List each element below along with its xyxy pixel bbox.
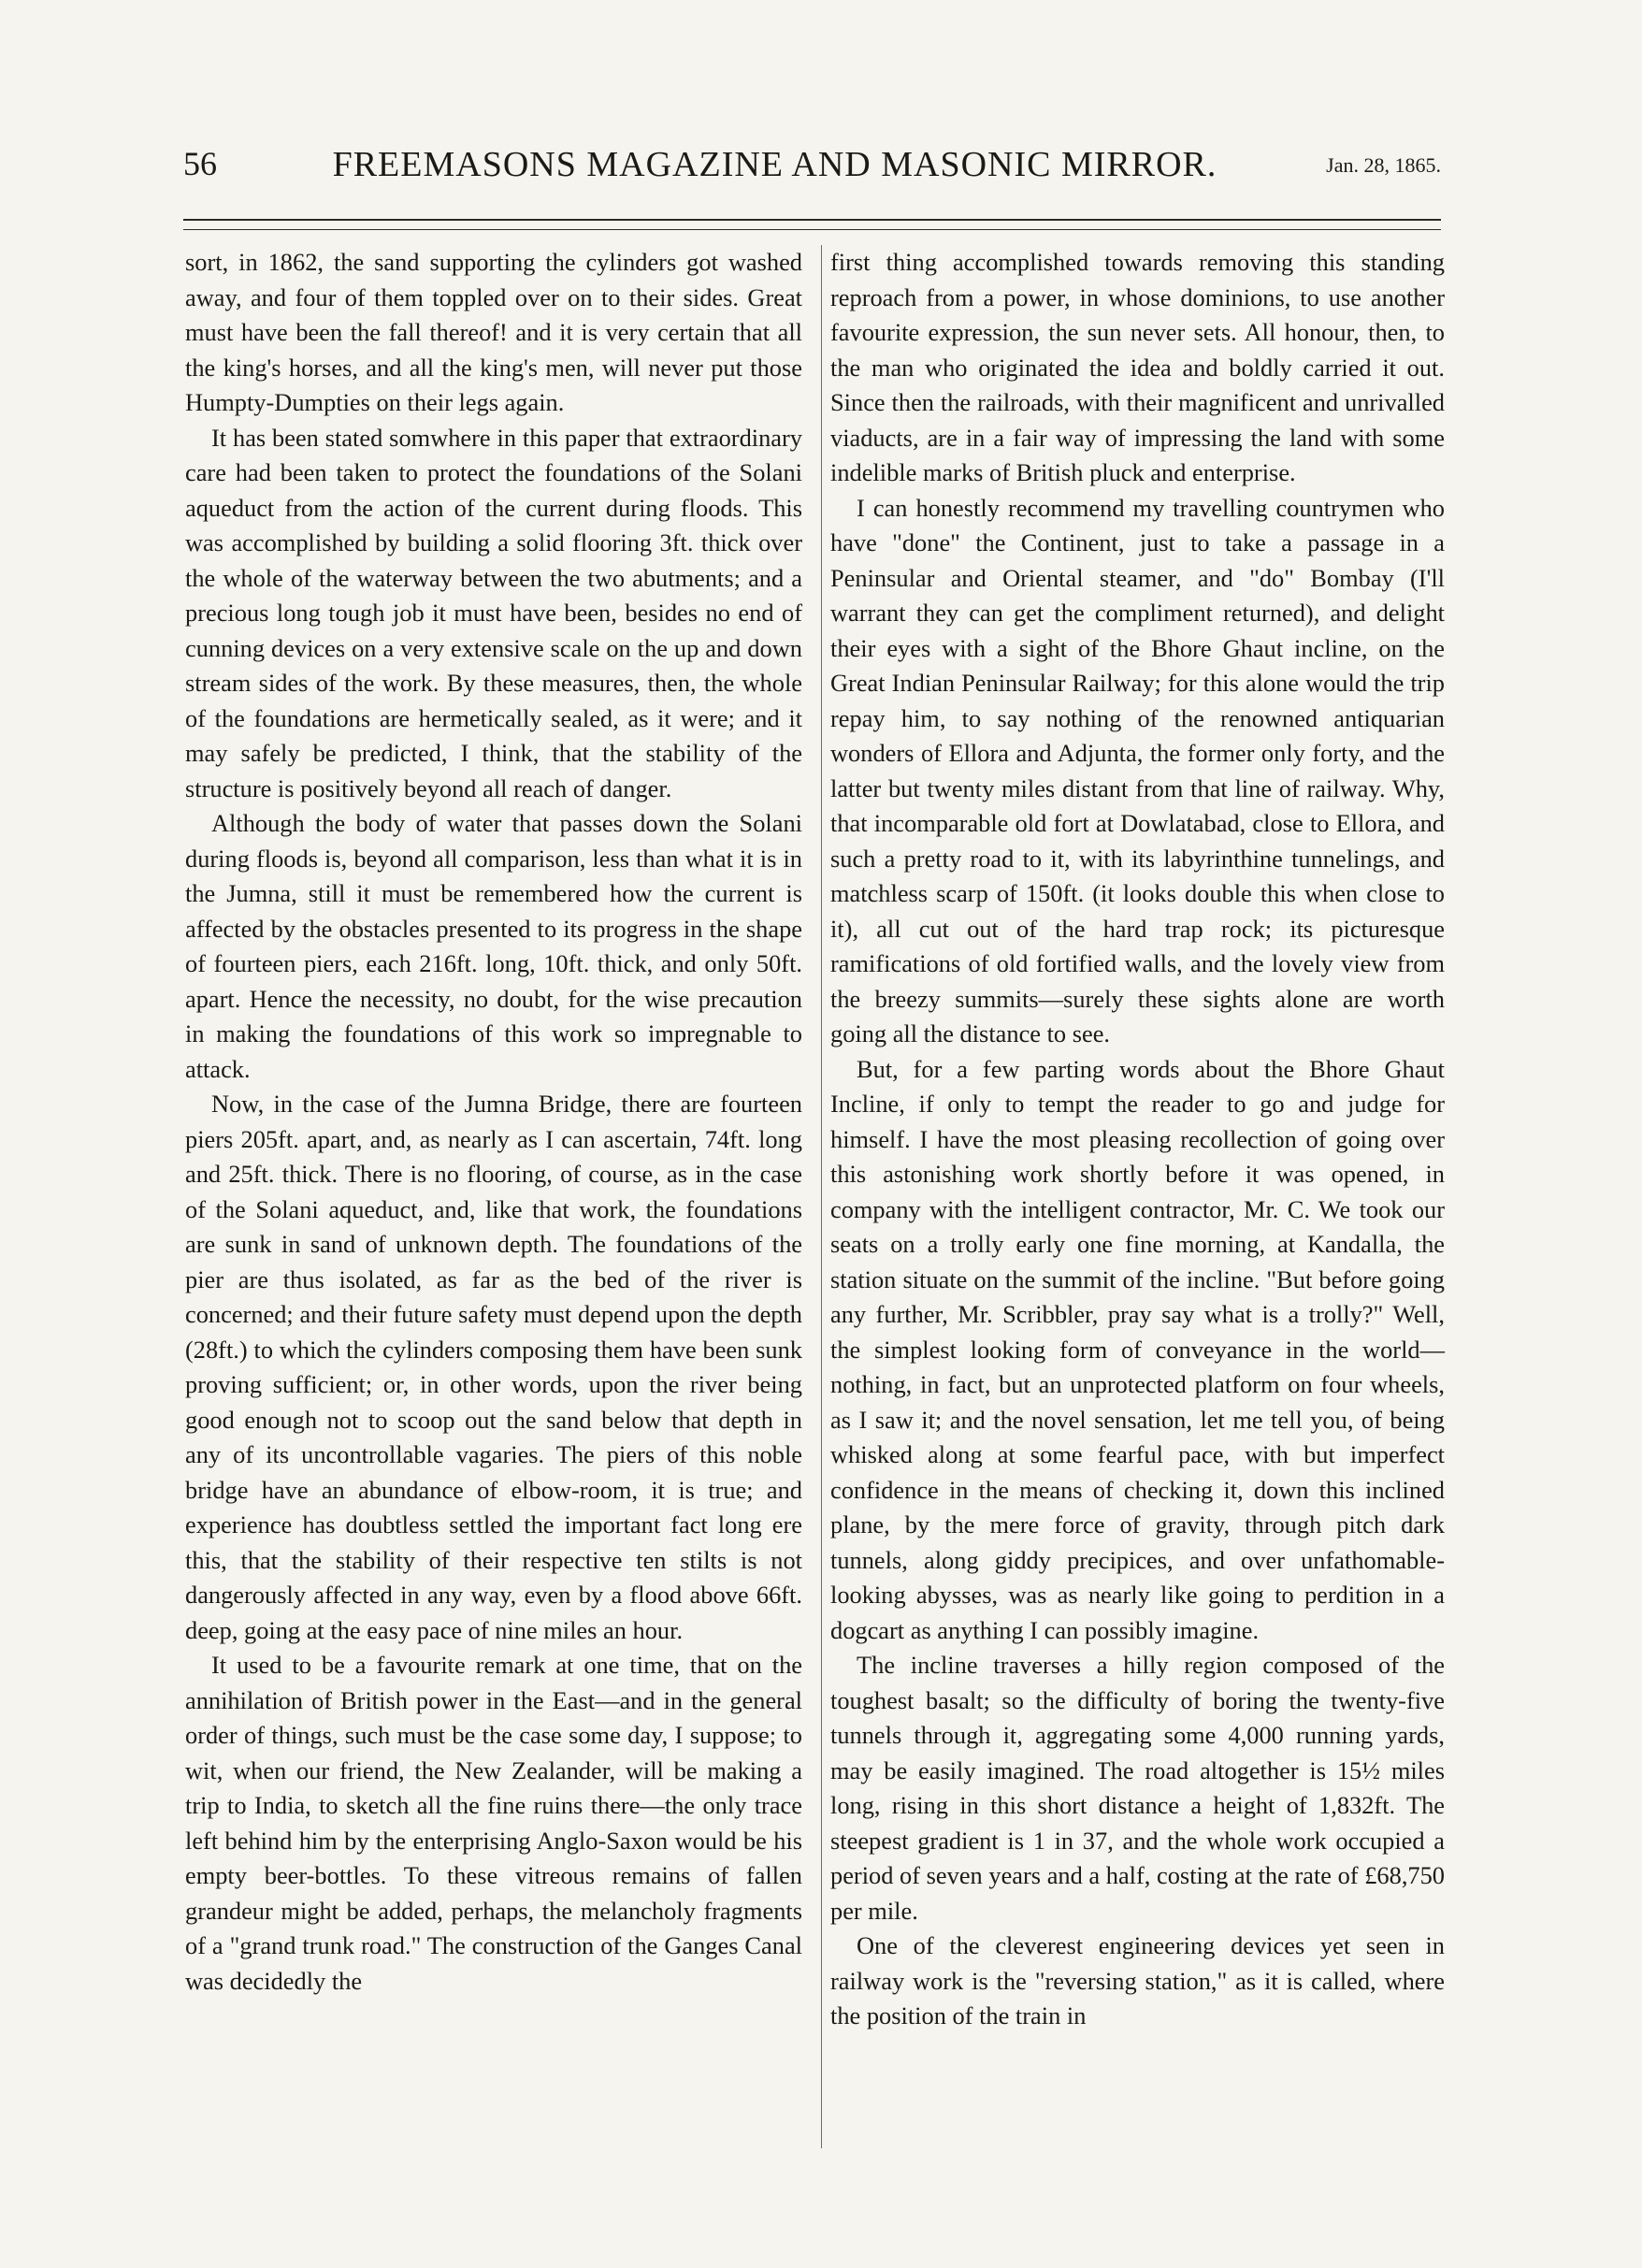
paragraph: Although the body of water that passes down the Solani during floods is, beyond all comparison, less than what it is in the Jumna, still it must be remembered how the current is affected by the obstacles presented to its progress in the shape of fourteen piers, each 216ft. long, 10ft. thick, and only 50ft. apart. Hence the necessity, no doubt, for the wise precaution in making the foundations of this work so impregnable to attack. — [185, 809, 802, 1083]
paragraph: The incline traverses a hilly region composed of the toughest basalt; so the difficulty of boring the twenty-five tunnels through it, aggregating some 4,000 running yards, may be easily imagined. The road altogether is 15½ miles long, rising in this short distance a height of 1,832ft. The steepest gradient is 1 in 37, and the whole work occupied a period of seven years and a half, costing at the rate of £68,750 per mile. — [830, 1651, 1445, 1925]
page-header — [183, 140, 1441, 196]
paragraph: It has been stated somwhere in this paper that extraordinary care had been taken to protect the foundations of the Solani aqueduct from the action of the current during floods. This was accomplished by building a solid flooring 3ft. thick over the whole of the waterway between the two abutments; and a precious long tough job it must have been, besides no end of cunning devices on a very extensive scale on the up and down stream sides of the work. By these measures, then, the whole of the foundations are hermetically sealed, as it were; and it may safely be predicted, I think, that the stability of the structure is positively beyond all reach of danger. — [185, 423, 802, 802]
header-rule-thin — [183, 229, 1441, 230]
paragraph: One of the cleverest engineering devices yet seen in railway work is the "reversing station," as it is called, where the position of the train in — [830, 1931, 1445, 2030]
paragraph: I can honestly recommend my travelling countrymen who have "done" the Continent, just to take a passage in a Peninsular and Oriental steamer, and "do" Bombay (I'll warrant they can get the compliment returned), and delight their eyes with a sight of the Bhore Ghaut incline, on the Great Indian Peninsular Railway; for this alone would the trip repay him, to say nothing of the renowned antiquarian wonders of Ellora and Adjunta, the former only forty, and the latter but twenty miles distant from that line of railway. Why, that incomparable old fort at Dowlatabad, close to Ellora, and such a pretty road to it, with its labyrinthine tunnelings, and matchless scarp of 150ft. (it looks double this when close to it), all cut out of the hard trap rock; its picturesque ramifications of old fortified walls, and the lovely view from the breezy summits—surely these sights alone are worth going all the distance to see. — [830, 493, 1445, 1047]
header-rule-thick — [183, 219, 1441, 221]
paragraph: But, for a few parting words about the Bhore Ghaut Incline, if only to tempt the reader to go and judge for himself. I have the most pleasing recollection of going over this astonishing work shortly before it was opened, in company with the intelligent contractor, Mr. C. We took our seats on a trolly early one fine morning, at Kandalla, the station situate on the summit of the incline. "But before going any further, Mr. Scribbler, pray say what is a trolly?" Well, the simplest looking form of conveyance in the world—nothing, in fact, but an unprotected platform on four wheels, as I saw it; and the novel sensation, let me tell you, of being whisked along at some fearful pace, with but imperfect confidence in the means of checking it, down this inclined plane, by the mere force of gravity, through pitch dark tunnels, along giddy precipices, and over unfathomable-looking abysses, was as nearly like going to perdition in a dogcart as anything I can possibly imagine. — [830, 1054, 1445, 1644]
issue-date: Jan. 28, 1865. — [1326, 153, 1441, 177]
page-number: 56 — [183, 145, 217, 182]
left-column — [185, 245, 802, 1999]
paragraph: Now, in the case of the Jumna Bridge, there are fourteen piers 205ft. apart, and, as nearly as I can ascertain, 74ft. long and 25ft. thick. There is no flooring, of course, as in the case of the Solani aqueduct, and, like that work, the foundations are sunk in sand of unknown depth. The foundations of the pier are thus isolated, as far as the bed of the river is concerned; and their future safety must depend upon the depth (28ft.) to which the cylinders composing them have been sunk proving sufficient; or, in other words, upon the river being good enough not to scoop out the sand below that depth in any of its uncontrollable vagaries. The piers of this noble bridge have an abundance of elbow-room, it is true; and experience has doubtless settled the important fact long ere this, that the stability of their respective ten stilts is not dangerously affected in any way, even by a flood above 66ft. deep, going at the easy pace of nine miles an hour. — [185, 1090, 802, 1644]
paragraph: sort, in 1862, the sand supporting the cylinders got washed away, and four of them toppled over on to their sides. Great must have been the fall thereof! and it is very certain that all the king's horses, and all the king's men, will never put those Humpty-Dumpties on their legs again. — [185, 248, 802, 416]
right-column — [814, 245, 1445, 2034]
paragraph: It used to be a favourite remark at one time, that on the annihilation of British power in the East—and in the general order of things, such must be the case some day, I suppose; to wit, when our friend, the New Zealander, will be making a trip to India, to sketch all the fine ruins there—the only trace left behind him by the enterprising Anglo-Saxon would be his empty beer-bottles. To these vitreous remains of fallen grandeur might be added, perhaps, the melancholy fragments of a "grand trunk road." The construction of the Ganges Canal was decidedly the — [185, 1651, 802, 1995]
paragraph: first thing accomplished towards removing this standing reproach from a power, in whose dominions, to use another favourite expression, the sun never sets. All honour, then, to the man who originated the idea and boldly carried it out. Since then the railroads, with their magnificent and unrivalled viaducts, are in a fair way of impressing the land with some indelible marks of British pluck and enterprise. — [830, 248, 1445, 486]
masthead-title: FREEMASONS MAGAZINE AND MASONIC MIRROR. — [332, 145, 1217, 184]
